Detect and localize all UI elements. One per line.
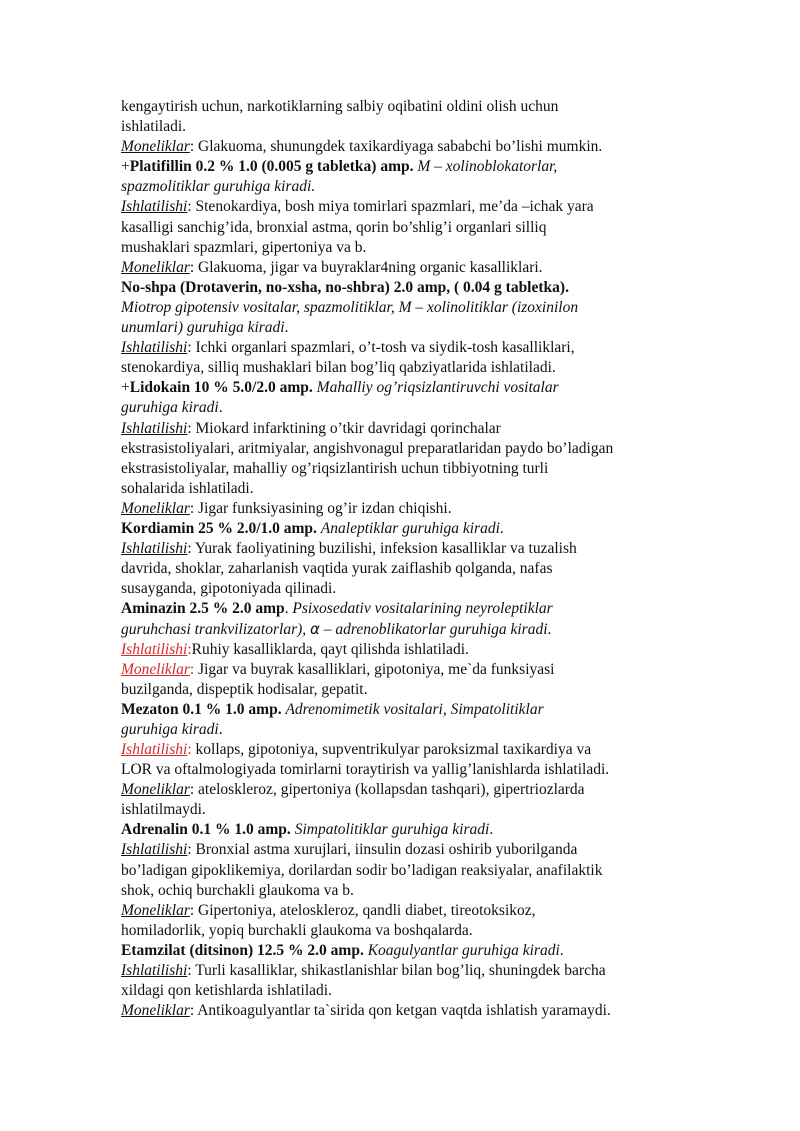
text-line <box>121 800 721 820</box>
italic-text: Miotrop gipotensiv vositalar, spazmolitiklar, M – xolinolitiklar (izoxinilon <box>121 298 579 316</box>
text-segment: homiladorlik, yopiq burchakli glaukoma va boshqalarda. <box>121 921 473 939</box>
text-line <box>121 439 721 459</box>
section-label-red: Ishlatilishi <box>121 741 188 758</box>
text-segment: ekstrasistoliyalar, mahalliy og’riqsizlantirish uchun tibbiyotning turli <box>121 459 549 477</box>
text-segment: LOR va oftalmologiyada tomirlarni toraytirish va yallig’lanishlarda ishlatiladi. <box>121 761 610 779</box>
text-line <box>121 117 721 137</box>
text-line <box>121 479 721 499</box>
italic-text: M – xolinoblokatorlar, <box>417 158 558 176</box>
text-line <box>121 519 721 539</box>
text-segment: . <box>218 720 223 738</box>
section-label: Ishlatilishi <box>121 198 188 216</box>
text-segment: . <box>284 600 293 618</box>
text-segment: Jigar va buyrak kasalliklari, gipotoniya, me`da funksiyasi <box>194 660 555 678</box>
text-segment: : Ichki organlari spazmlari, o’t-tosh va siydik-tosh kasalliklari, <box>187 339 575 357</box>
text-line <box>121 419 721 439</box>
text-line <box>121 378 721 398</box>
bold-heading-text: Kordiamin 25 % 2.0/1.0 amp. <box>121 519 317 537</box>
text-segment: : Bronxial astma xurujlari, iinsulin dozasi oshirib yuborilganda <box>187 841 578 859</box>
text-segment: : Gipertoniya, ateloskleroz, qandli diabet, tireotoksikoz, <box>189 901 536 919</box>
text-line <box>121 840 721 860</box>
text-line <box>121 680 721 700</box>
text-segment: . <box>547 621 552 639</box>
bold-heading-text: Aminazin 2.5 % 2.0 amp <box>121 600 285 618</box>
text-line <box>121 258 721 278</box>
text-segment: : Jigar funksiyasining og’ir izdan chiqishi. <box>189 499 452 517</box>
italic-text: guruhiga kiradi <box>121 720 219 738</box>
text-line <box>121 157 721 177</box>
italic-text: Adrenomimetik vositalari, Simpatolitiklar <box>285 700 544 718</box>
text-line <box>121 921 721 941</box>
text-line <box>121 1001 721 1021</box>
red-text: : <box>187 640 192 658</box>
text-segment: . <box>489 821 494 839</box>
section-label: Ishlatilishi <box>121 419 188 437</box>
text-segment: : Stenokardiya, bosh miya tomirlari spazmlari, me’da –ichak yara <box>187 198 594 216</box>
bold-heading-text: Etamzilat (ditsinon) 12.5 % 2.0 amp. <box>121 941 364 959</box>
text-segment: : Turli kasalliklar, shikastlanishlar bilan bog’liq, shuningdek barcha <box>187 962 606 980</box>
italic-text: spazmolitiklar guruhiga kiradi. <box>121 178 316 196</box>
text-line <box>121 760 721 780</box>
text-line <box>121 720 721 740</box>
text-line <box>121 459 721 479</box>
text-line <box>121 700 721 720</box>
bold-heading-text: Mezaton 0.1 % 1.0 amp. <box>121 700 282 718</box>
text-segment: + <box>121 158 130 176</box>
text-line <box>121 579 721 599</box>
text-line <box>121 881 721 901</box>
text-line <box>121 197 721 217</box>
text-segment: ekstrasistoliyalari, aritmiyalar, angishvonagul preparatlaridan paydo bo’ladigan <box>121 439 614 457</box>
text-segment: davrida, shoklar, zaharlanish vaqtida yurak zaiflashib qolganda, nafas <box>121 560 553 578</box>
section-label: Moneliklar <box>121 901 190 919</box>
italic-text: guruhiga kiradi <box>121 399 219 417</box>
text-segment: . <box>499 519 504 537</box>
text-segment: susayganda, gipotoniyada qilinadi. <box>121 580 337 598</box>
bold-heading-text: No-shpa (Drotaverin, no-xsha, no-shbra) 2.0 amp, ( 0.04 g tabletka). <box>121 278 569 296</box>
section-label-red: Ishlatilishi <box>121 640 188 658</box>
text-line <box>121 499 721 519</box>
text-segment: kengaytirish uchun, narkotiklarning salbiy oqibatini oldini olish uchun <box>121 98 559 115</box>
italic-text: Analeptiklar guruhiga kiradi <box>320 519 500 537</box>
text-segment: buzilganda, dispeptik hodisalar, gepatit. <box>121 680 368 698</box>
bold-heading-text: Lidokain 10 % 5.0/2.0 amp. <box>129 379 313 397</box>
text-segment: sohalarida ishlatiladi. <box>121 479 254 497</box>
text-segment: : Glakuoma, jigar va buyraklar4ning organic kasalliklari. <box>189 258 543 276</box>
alpha-symbol: α <box>310 620 320 639</box>
section-label: Ishlatilishi <box>121 841 188 859</box>
section-label: Moneliklar <box>121 1002 190 1020</box>
text-line <box>121 238 721 258</box>
italic-text: – adrenoblikatorlar guruhiga kiradi <box>319 621 548 639</box>
text-line <box>121 358 721 378</box>
text-line <box>121 780 721 800</box>
text-line <box>121 318 721 338</box>
section-label: Moneliklar <box>121 138 190 156</box>
bold-heading-text: Platifillin 0.2 % 1.0 (0.005 g tabletka) amp. <box>129 158 414 176</box>
red-text: : <box>189 660 195 678</box>
text-line <box>121 619 721 639</box>
text-segment: : Antikoagulyantlar ta`sirida qon ketgan vaqtda ishlatish yaramaydi. <box>189 1002 611 1020</box>
text-line <box>121 861 721 881</box>
bold-heading-text: Adrenalin 0.1 % 1.0 amp. <box>121 821 291 839</box>
text-line <box>121 298 721 318</box>
text-line <box>121 278 721 298</box>
italic-text: guruhchasi trankvilizatorlar), <box>121 621 311 639</box>
italic-text: Mahalliy og’riqsizlantiruvchi vositalar <box>316 379 559 397</box>
text-segment: bo’ladigan gipoklikemiya, dorilardan sodir bo’ladigan reaksiyalar, anafilaktik <box>121 861 603 879</box>
red-text: : <box>187 741 192 758</box>
section-label: Moneliklar <box>121 258 190 276</box>
text-segment: : Miokard infarktining o’tkir davridagi qorinchalar <box>187 419 501 437</box>
text-segment: : Yurak faoliyatining buzilishi, infeksion kasalliklar va tuzalish <box>187 540 577 558</box>
text-line <box>121 660 721 680</box>
text-segment: : ateloskleroz, gipertoniya (kollapsdan tashqari), gipertriozlarda <box>189 781 585 799</box>
text-line <box>121 177 721 197</box>
section-label-red: Moneliklar <box>121 660 190 678</box>
text-segment: kollaps, gipotoniya, supventrikulyar paroksizmal taxikardiya va <box>191 741 592 758</box>
text-segment: ishlatiladi. <box>121 118 187 136</box>
text-line <box>121 740 721 760</box>
text-segment: xildagi qon ketishlarda ishlatiladi. <box>121 982 332 1000</box>
text-segment: + <box>121 379 130 397</box>
section-label: Ishlatilishi <box>121 339 188 357</box>
italic-text: Psixosedativ vositalarining neyroleptiklar <box>292 600 553 618</box>
text-line <box>121 981 721 1001</box>
text-line <box>121 941 721 961</box>
text-line <box>121 338 721 358</box>
text-segment: shok, ochiq burchakli glaukoma va b. <box>121 881 354 899</box>
text-line <box>121 137 721 157</box>
italic-text: unumlari) guruhiga kiradi <box>121 319 285 337</box>
section-label: Moneliklar <box>121 499 190 517</box>
italic-text: Koagulyantlar guruhiga kiradi <box>367 941 560 959</box>
text-segment: kasalligi sanchig’ida, bronxial astma, qorin bo’shlig’i organlari silliq <box>121 218 547 236</box>
document-body <box>121 97 721 1021</box>
text-segment: stenokardiya, silliq mushaklari bilan bog’liq qabziyatlarida ishlatiladi. <box>121 359 556 377</box>
text-line <box>121 901 721 921</box>
text-segment: . <box>559 941 564 959</box>
text-line <box>121 599 721 619</box>
text-segment: . <box>284 319 289 337</box>
text-segment: . <box>218 399 223 417</box>
text-segment: ishlatilmaydi. <box>121 801 206 819</box>
text-line <box>121 218 721 238</box>
text-line <box>121 97 721 117</box>
text-line <box>121 539 721 559</box>
text-line <box>121 961 721 981</box>
text-segment: Ruhiy kasalliklarda, qayt qilishda ishlatiladi. <box>191 640 469 658</box>
text-segment: mushaklari spazmlari, gipertoniya va b. <box>121 238 367 256</box>
text-line <box>121 640 721 660</box>
section-label: Ishlatilishi <box>121 540 188 558</box>
text-segment: : Glakuoma, shunungdek taxikardiyaga sababchi bo’lishi mumkin. <box>189 138 603 156</box>
text-line <box>121 398 721 418</box>
text-line <box>121 820 721 840</box>
section-label: Moneliklar <box>121 781 190 799</box>
text-line <box>121 559 721 579</box>
section-label: Ishlatilishi <box>121 962 188 980</box>
italic-text: Simpatolitiklar guruhiga kiradi <box>294 821 490 839</box>
